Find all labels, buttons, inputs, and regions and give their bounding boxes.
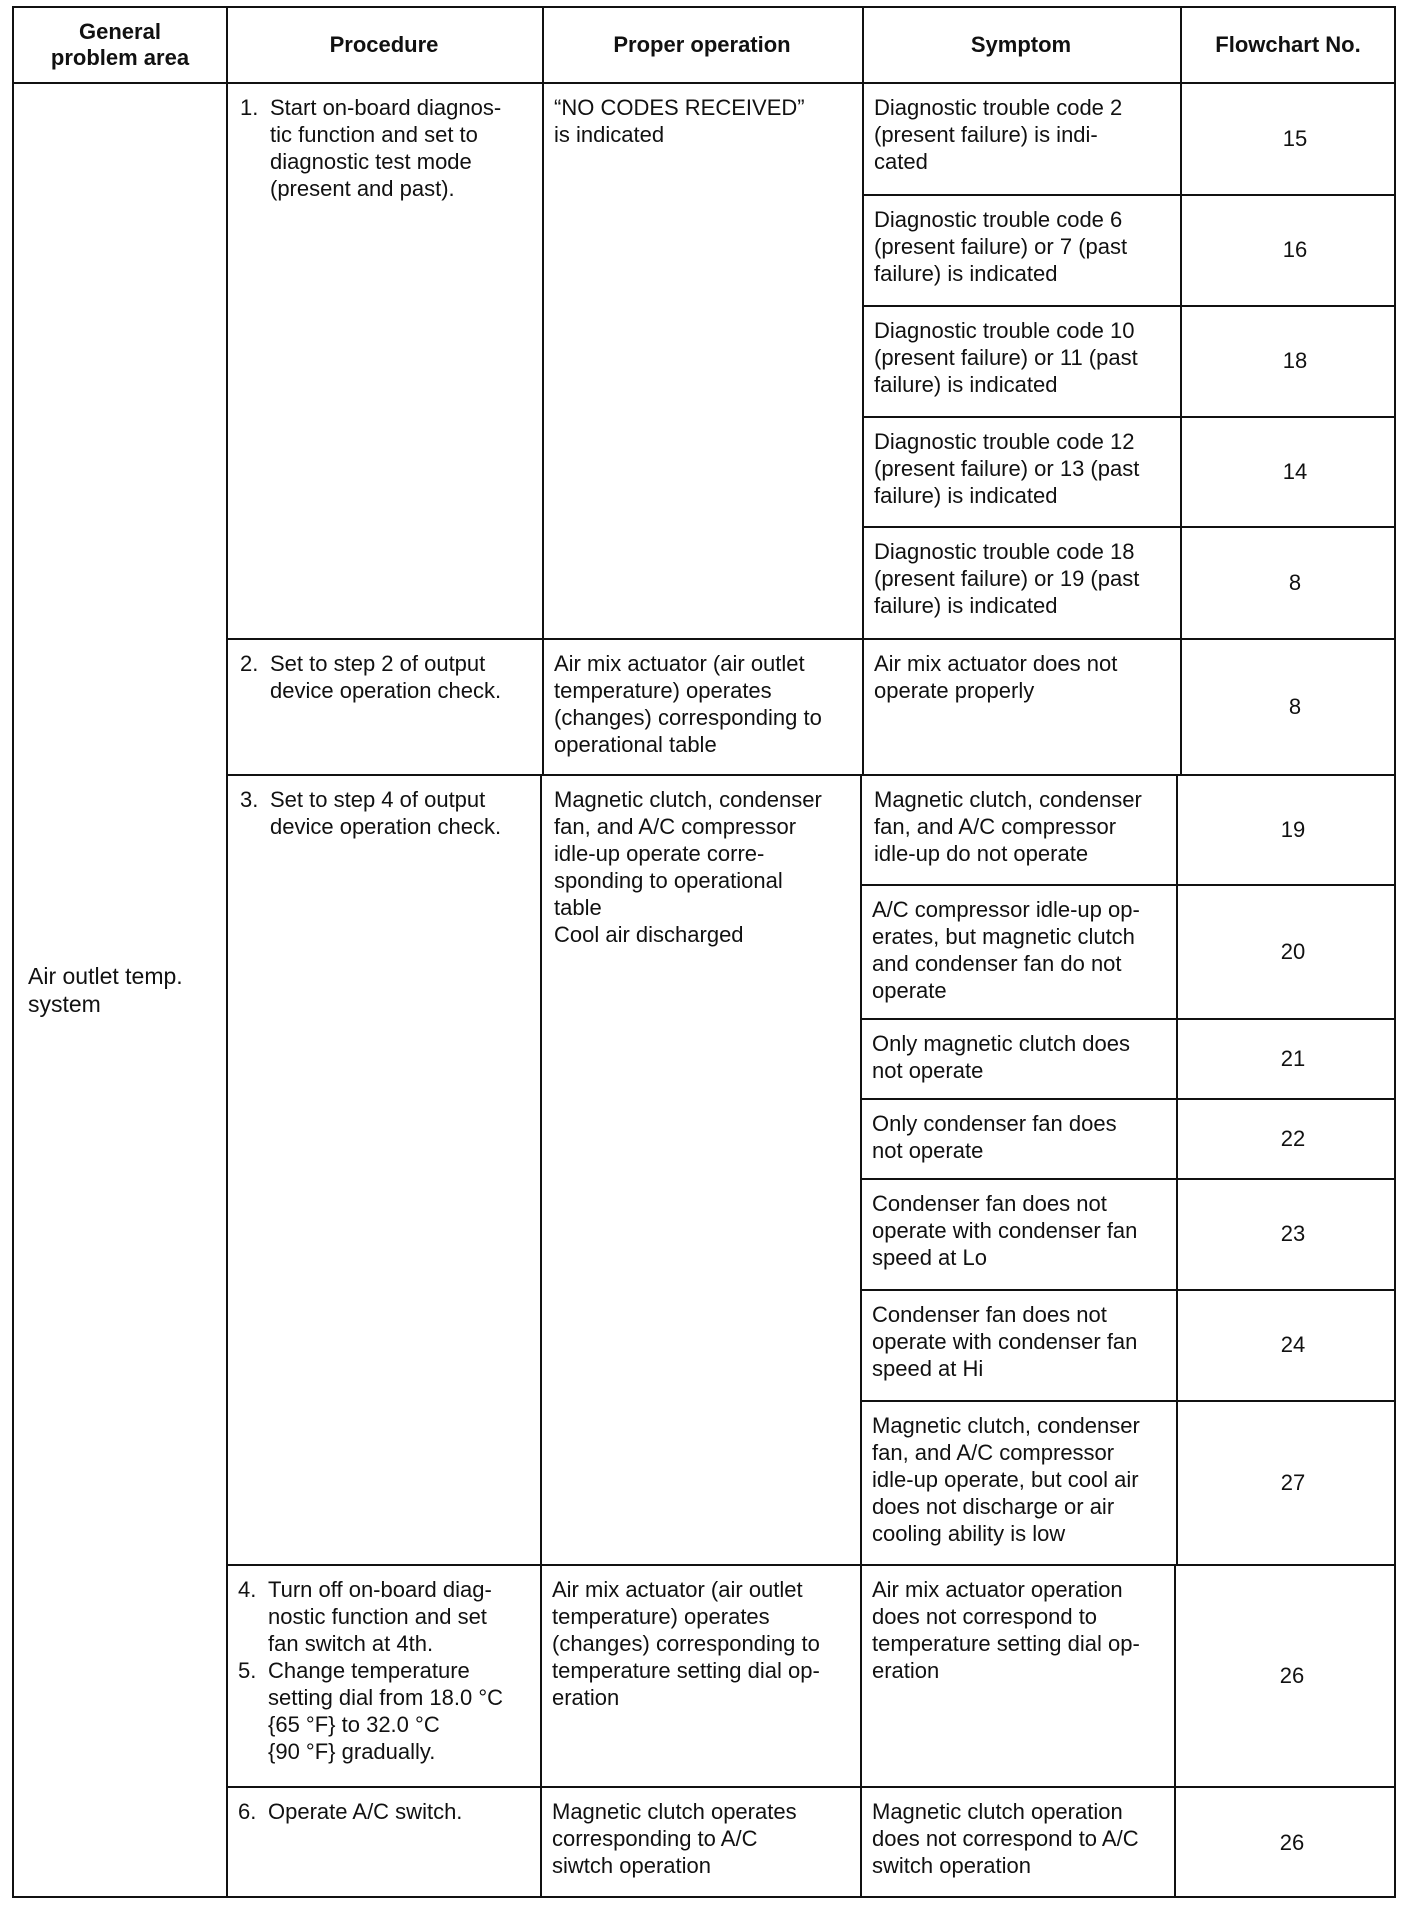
proper-operation-4: Air mix actuator (air outlet temperature) operates (changes) corresponding to temperature setting dial op- eration (552, 1577, 820, 1710)
flowchart-number: 24 (1280, 1332, 1306, 1357)
grid-line (226, 8, 228, 1896)
grid-line (542, 82, 544, 774)
flowchart-number: 22 (1280, 1125, 1306, 1151)
procedure-number: 4. (238, 1577, 257, 1602)
grid-line (226, 774, 1394, 776)
procedure-text: Set to step 2 of output device operation check. (270, 651, 502, 703)
flowchart-number: 18 (1282, 348, 1308, 373)
symptom-cell: Magnetic clutch, condenser fan, and A/C compressor idle-up operate, but cool air does not discharge or air cooling ability is low (872, 1413, 1140, 1546)
header-general-problem-area: General problem area (50, 19, 190, 70)
general-problem-area: Air outlet temp. system (28, 963, 183, 1017)
grid-line (862, 82, 864, 774)
flowchart-number: 14 (1282, 458, 1308, 484)
grid-line (862, 8, 864, 82)
header-flowchart-no: Flowchart No. (1215, 32, 1361, 57)
flowchart-number: 8 (1288, 693, 1302, 719)
grid-line (226, 1564, 1394, 1566)
procedure-6 (238, 1798, 538, 1825)
proper-operation-1: “NO CODES RECEIVED” is indicated (554, 95, 805, 147)
flowchart-number: 19 (1280, 816, 1306, 842)
symptom-cell: Condenser fan does not operate with condenser fan speed at Hi (872, 1302, 1138, 1381)
procedure-1 (240, 94, 538, 202)
procedure-text: Set to step 4 of output device operation check. (270, 787, 502, 839)
grid-line (860, 1289, 1394, 1291)
symptom-cell: Only condenser fan does not operate (872, 1111, 1117, 1163)
flowchart-number: 26 (1279, 1829, 1305, 1855)
grid-line (860, 1400, 1394, 1402)
symptom-cell: Magnetic clutch, condenser fan, and A/C compressor idle-up do not operate (874, 787, 1142, 866)
procedure-number: 6. (238, 1799, 257, 1824)
symptom-cell: Diagnostic trouble code 6 (present failure) or 7 (past failure) is indicated (874, 207, 1128, 286)
grid-line (860, 1018, 1394, 1020)
flowchart-number: 8 (1288, 569, 1302, 595)
flowchart-number: 26 (1279, 1662, 1305, 1688)
procedure-2 (240, 650, 538, 704)
grid-line (860, 1098, 1394, 1100)
grid-line (860, 1178, 1394, 1180)
grid-line (862, 305, 1394, 307)
procedure-4-5 (238, 1576, 538, 1765)
symptom-cell: Air mix actuator operation does not correspond to temperature setting dial op- eration (872, 1577, 1140, 1683)
header-procedure: Procedure (329, 32, 439, 57)
proper-operation-5: Magnetic clutch operates corresponding to A/C siwtch operation (552, 1799, 797, 1878)
symptom-cell: Diagnostic trouble code 2 (present failure) is indi- cated (874, 95, 1123, 174)
grid-line (1180, 82, 1182, 774)
procedure-text: Change temperature setting dial from 18.0 °C {65 °F} to 32.0 °C {90 °F} gradually. (268, 1658, 504, 1764)
procedure-number: 2. (240, 651, 259, 676)
flowchart-number: 16 (1282, 237, 1308, 262)
proper-operation-3: Magnetic clutch, condenser fan, and A/C compressor idle-up operate corre- sponding to operational table Cool air discharged (554, 787, 822, 947)
procedure-text: Operate A/C switch. (268, 1799, 463, 1824)
symptom-cell: A/C compressor idle-up op- erates, but magnetic clutch and condenser fan do not operate (872, 897, 1140, 1003)
header-proper-operation: Proper operation (613, 32, 791, 57)
grid-line (226, 1786, 1394, 1788)
grid-line (860, 774, 862, 1896)
procedure-3 (240, 786, 538, 840)
flowchart-number: 23 (1280, 1221, 1306, 1246)
symptom-cell: Diagnostic trouble code 18 (present failure) or 19 (past failure) is indicated (874, 539, 1140, 618)
grid-line (226, 638, 1394, 640)
grid-line (1176, 774, 1178, 1564)
symptom-cell: Diagnostic trouble code 12 (present failure) or 13 (past failure) is indicated (874, 429, 1140, 508)
grid-line (862, 194, 1394, 196)
proper-operation-2: Air mix actuator (air outlet temperature) operates (changes) corresponding to operational table (554, 651, 822, 757)
grid-line (540, 774, 542, 1896)
symptom-cell: Condenser fan does not operate with condenser fan speed at Lo (872, 1191, 1138, 1270)
flowchart-number: 27 (1280, 1469, 1306, 1495)
procedure-text: Start on-board diagnos- tic function and set to diagnostic test mode (present and past). (270, 95, 502, 201)
header-symptom: Symptom (970, 32, 1072, 57)
procedure-text: Turn off on-board diag- nostic function and set fan switch at 4th. (268, 1577, 492, 1656)
procedure-number: 5. (238, 1658, 257, 1683)
grid-line (860, 884, 1394, 886)
symptom-cell: Only magnetic clutch does not operate (872, 1031, 1131, 1083)
procedure-number: 1. (240, 95, 259, 120)
grid-line (862, 526, 1394, 528)
symptom-cell: Magnetic clutch operation does not correspond to A/C switch operation (872, 1799, 1139, 1878)
flowchart-number: 20 (1280, 938, 1306, 964)
grid-line (1174, 1564, 1176, 1896)
grid-line (14, 82, 1394, 84)
troubleshooting-table (12, 6, 1396, 1898)
grid-line (542, 8, 544, 82)
grid-line (862, 416, 1394, 418)
grid-line (1180, 8, 1182, 82)
flowchart-number: 21 (1280, 1045, 1306, 1071)
symptom-cell: Diagnostic trouble code 10 (present failure) or 11 (past failure) is indicated (874, 318, 1138, 397)
procedure-number: 3. (240, 787, 259, 812)
flowchart-number: 15 (1282, 125, 1308, 151)
symptom-cell: Air mix actuator does not operate properly (874, 651, 1118, 703)
